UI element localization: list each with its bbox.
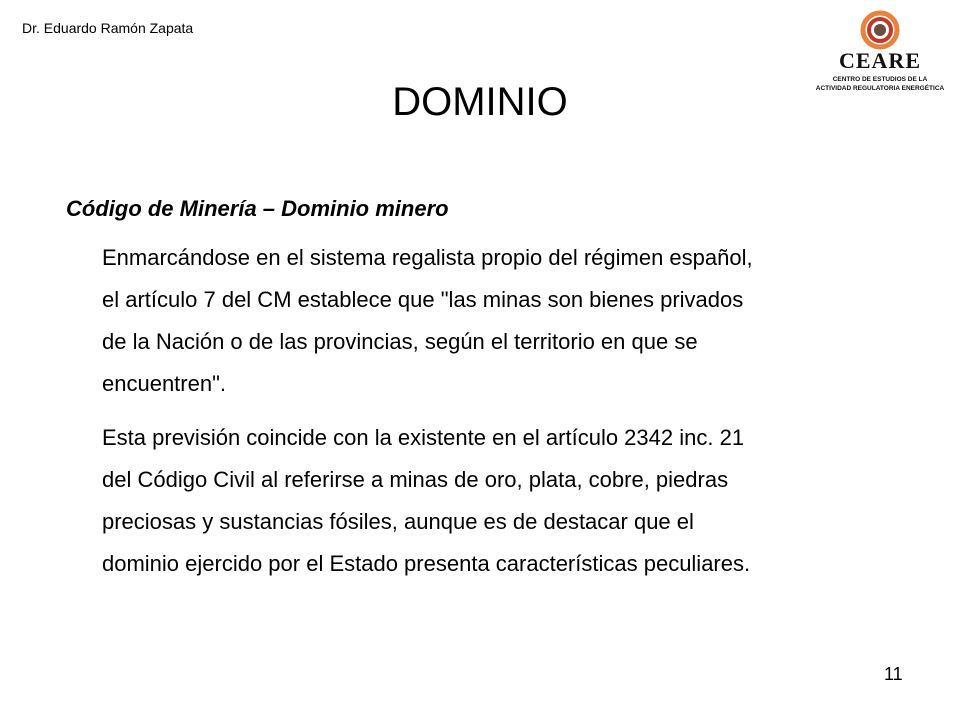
slide-title: DOMINIO xyxy=(392,80,568,124)
logo-tagline-2: ACTIVIDAD REGULATORIA ENERGÉTICA xyxy=(816,85,944,92)
paragraph-1: Enmarcándose en el sistema regalista propio del régimen español, el artículo 7 del CM establece que "las minas son bienes privados de la Nación o de las provincias, según el territorio en que se encuentren". xyxy=(102,245,753,396)
author-name: Dr. Eduardo Ramón Zapata xyxy=(22,20,194,36)
logo-tagline-1: CENTRO DE ESTUDIOS DE LA xyxy=(832,76,928,83)
logo-name: CEARE xyxy=(838,48,922,73)
slide-subtitle: Código de Minería – Dominio minero xyxy=(66,196,449,221)
ceare-ring-icon xyxy=(863,13,897,47)
paragraph-2: Esta previsión coincide con la existente en el artículo 2342 inc. 21 del Código Civil al referirse a minas de oro, plata, cobre, piedras preciosas y sustancias fósiles, aunque es de destacar que el dominio ejercido por el Estado presenta características peculiares. xyxy=(102,425,751,576)
page-number: 11 xyxy=(884,664,903,684)
